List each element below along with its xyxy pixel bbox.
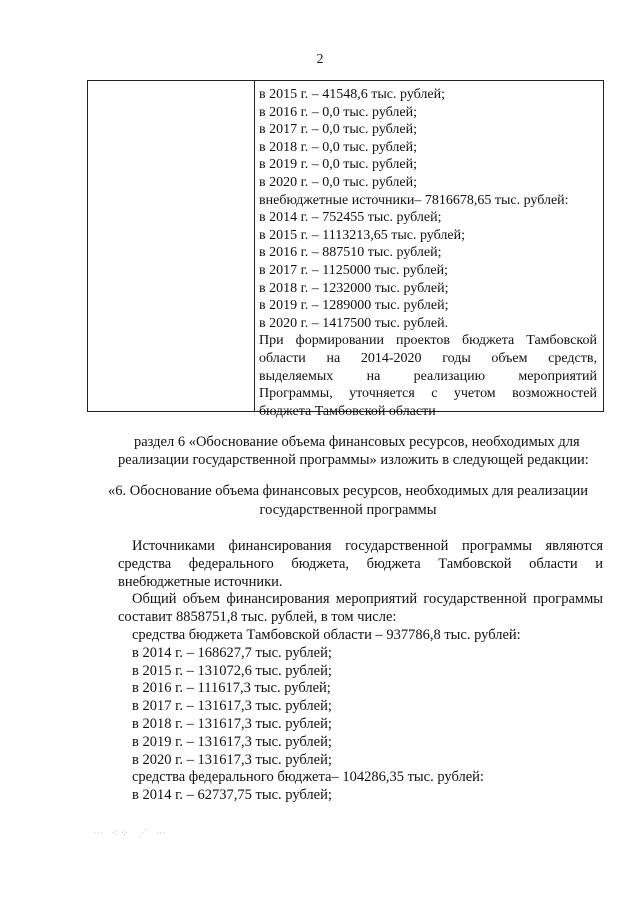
table-note-line: При формировании проектов бюджета Тамбовской [259,333,597,349]
table-line: в 2014 г. – 752455 тыс. рублей; [259,210,442,226]
table-line: в 2015 г. – 41548,6 тыс. рублей; [259,87,445,102]
section-heading: «6. Обоснование объема финансовых ресурсов, необходимых для реализации государственной программы [107,483,588,518]
regional-budget-line: средства бюджета Тамбовской области – 937786,8 тыс. рублей: [132,626,521,643]
table-line: в 2018 г. – 0,0 тыс. рублей; [259,139,417,155]
table-column-divider [254,81,255,411]
sources-paragraph: Источниками финансирования государственной программы являются средства федерального бюджета, бюджета Тамбовской области и внебюджетные источники. [118,538,603,590]
table-line: в 2017 г. – 1125000 тыс. рублей; [259,262,448,278]
table-line: в 2016 г. – 887510 тыс. рублей; [259,245,442,261]
table-right-cell [259,86,597,420]
table-line: в 2019 г. – 1289000 тыс. рублей; [259,298,449,314]
table-line: в 2015 г. – 1113213,65 тыс. рублей; [259,227,465,243]
table-line: в 2020 г. – 0,0 тыс. рублей; [259,174,417,190]
table-line: в 2017 г. – 0,0 тыс. рублей; [259,122,417,138]
table-line: внебюджетные источники– 7816678,65 тыс. рублей: [259,192,569,208]
page-number: 2 [316,52,324,67]
regional-year-line: в 2014 г. – 168627,7 тыс. рублей; [132,644,332,661]
table-line: в 2018 г. – 1232000 тыс. рублей; [259,280,449,296]
regional-year-line: в 2016 г. – 111617,3 тыс. рублей; [132,680,331,697]
table-line: в 2019 г. – 0,0 тыс. рублей; [259,157,417,173]
federal-year-line: в 2014 г. – 62737,75 тыс. рублей; [132,787,332,804]
table-line: в 2016 г. – 0,0 тыс. рублей; [259,104,417,120]
total-paragraph: Общий объем финансирования мероприятий государственной программы составит 8858751,8 тыс. рублей, в том числе: [118,591,603,626]
section-body [118,538,603,805]
table-note-line: области на 2014-2020 годы объем средств, [259,350,597,366]
regional-year-line: в 2017 г. – 131617,3 тыс. рублей; [132,698,332,715]
scan-artifact: ⋯ ⁖⁘ ⋰ ⋯ [93,828,169,839]
regional-year-line: в 2020 г. – 131617,3 тыс. рублей; [132,751,332,768]
intro-paragraph: раздел 6 «Обоснование объема финансовых ресурсов, необходимых для реализации государственной программы» изложить в следующей редакции: [118,434,589,468]
regional-year-line: в 2019 г. – 131617,3 тыс. рублей; [132,733,332,750]
table-line: в 2020 г. – 1417500 тыс. рублей. [259,315,449,331]
table-note-line: Программы, уточняется с учетом возможностей [259,386,597,402]
funding-table [87,80,604,419]
regional-year-line: в 2015 г. – 131072,6 тыс. рублей; [132,662,332,679]
regional-year-line: в 2018 г. – 131617,3 тыс. рублей; [132,715,332,732]
table-note-line: выделяемых на реализацию мероприятий [259,368,597,384]
federal-budget-line: средства федерального бюджета– 104286,35 тыс. рублей: [132,769,484,786]
table-note-line: бюджета Тамбовской области [259,403,436,419]
